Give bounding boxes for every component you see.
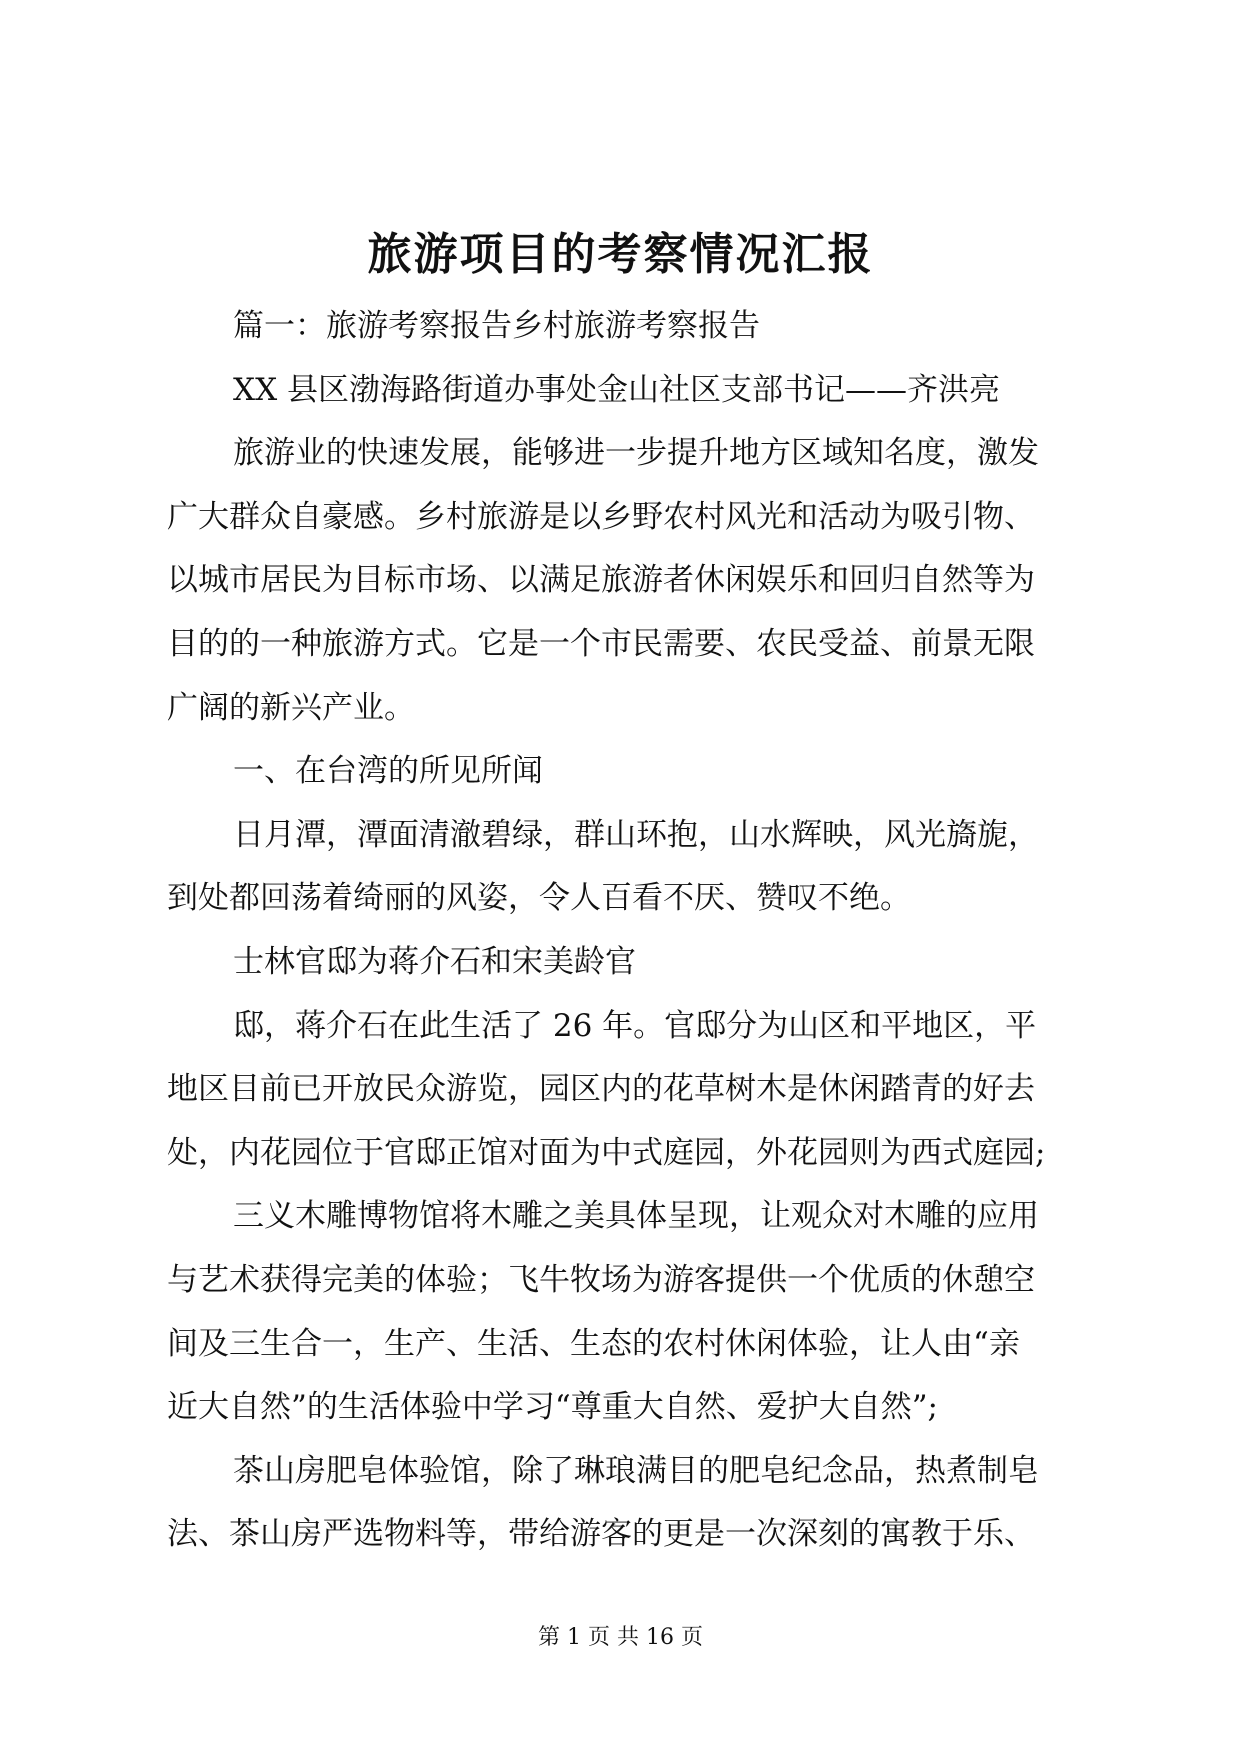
paragraph-line: 广阔的新兴产业。: [167, 689, 415, 726]
author-line: XX 县区渤海路街道办事处金山社区支部书记——齐洪亮: [233, 371, 1000, 408]
document-title: 旅游项目的考察情况汇报: [367, 229, 874, 280]
paragraph-line: 目的的一种旅游方式。它是一个市民需要、农民受益、前景无限: [167, 625, 1035, 662]
paragraph-line: 茶山房肥皂体验馆，除了琳琅满目的肥皂纪念品，热煮制皂: [233, 1452, 1039, 1489]
paragraph-line: 地区目前已开放民众游览，园区内的花草树木是休闲踏青的好去: [167, 1071, 1035, 1108]
paragraph-line: 间及三生合一，生产、生活、生态的农村休闲体验，让人由“亲: [167, 1325, 1020, 1362]
paragraph-line: 近大自然”的生活体验中学习“尊重大自然、爱护大自然”;: [167, 1389, 938, 1426]
paragraph-line: 旅游业的快速发展，能够进一步提升地方区域知名度，激发: [233, 435, 1039, 472]
paragraph-line: 到处都回荡着绮丽的风姿，令人百看不厌、赞叹不绝。: [167, 880, 911, 917]
paragraph-line: 法、茶山房严选物料等，带给游客的更是一次深刻的寓教于乐、: [167, 1516, 1035, 1553]
subsection-heading: 一、在台湾的所见所闻: [233, 753, 543, 790]
paragraph-line: 广大群众自豪感。乡村旅游是以乡野农村风光和活动为吸引物、: [167, 498, 1035, 535]
paragraph-line: 邸，蒋介石在此生活了 26 年。官邸分为山区和平地区，平: [233, 1007, 1037, 1044]
section-heading: 篇一：旅游考察报告乡村旅游考察报告: [233, 308, 760, 344]
page-footer: 第 1 页 共 16 页: [538, 1625, 703, 1650]
paragraph-line: 日月潭，潭面清澈碧绿，群山环抱，山水辉映，风光旖旎，: [233, 816, 1039, 853]
paragraph-line: 三义木雕博物馆将木雕之美具体呈现，让观众对木雕的应用: [233, 1198, 1039, 1235]
paragraph-line: 士林官邸为蒋介石和宋美龄官: [233, 943, 636, 980]
paragraph-line: 处，内花园位于官邸正馆对面为中式庭园，外花园则为西式庭园;: [167, 1134, 1046, 1171]
paragraph-line: 与艺术获得完美的体验；飞牛牧场为游客提供一个优质的休憩空: [167, 1261, 1035, 1298]
paragraph-line: 以城市居民为目标市场、以满足旅游者休闲娱乐和回归自然等为: [167, 562, 1035, 599]
document-body: [167, 295, 1079, 1567]
